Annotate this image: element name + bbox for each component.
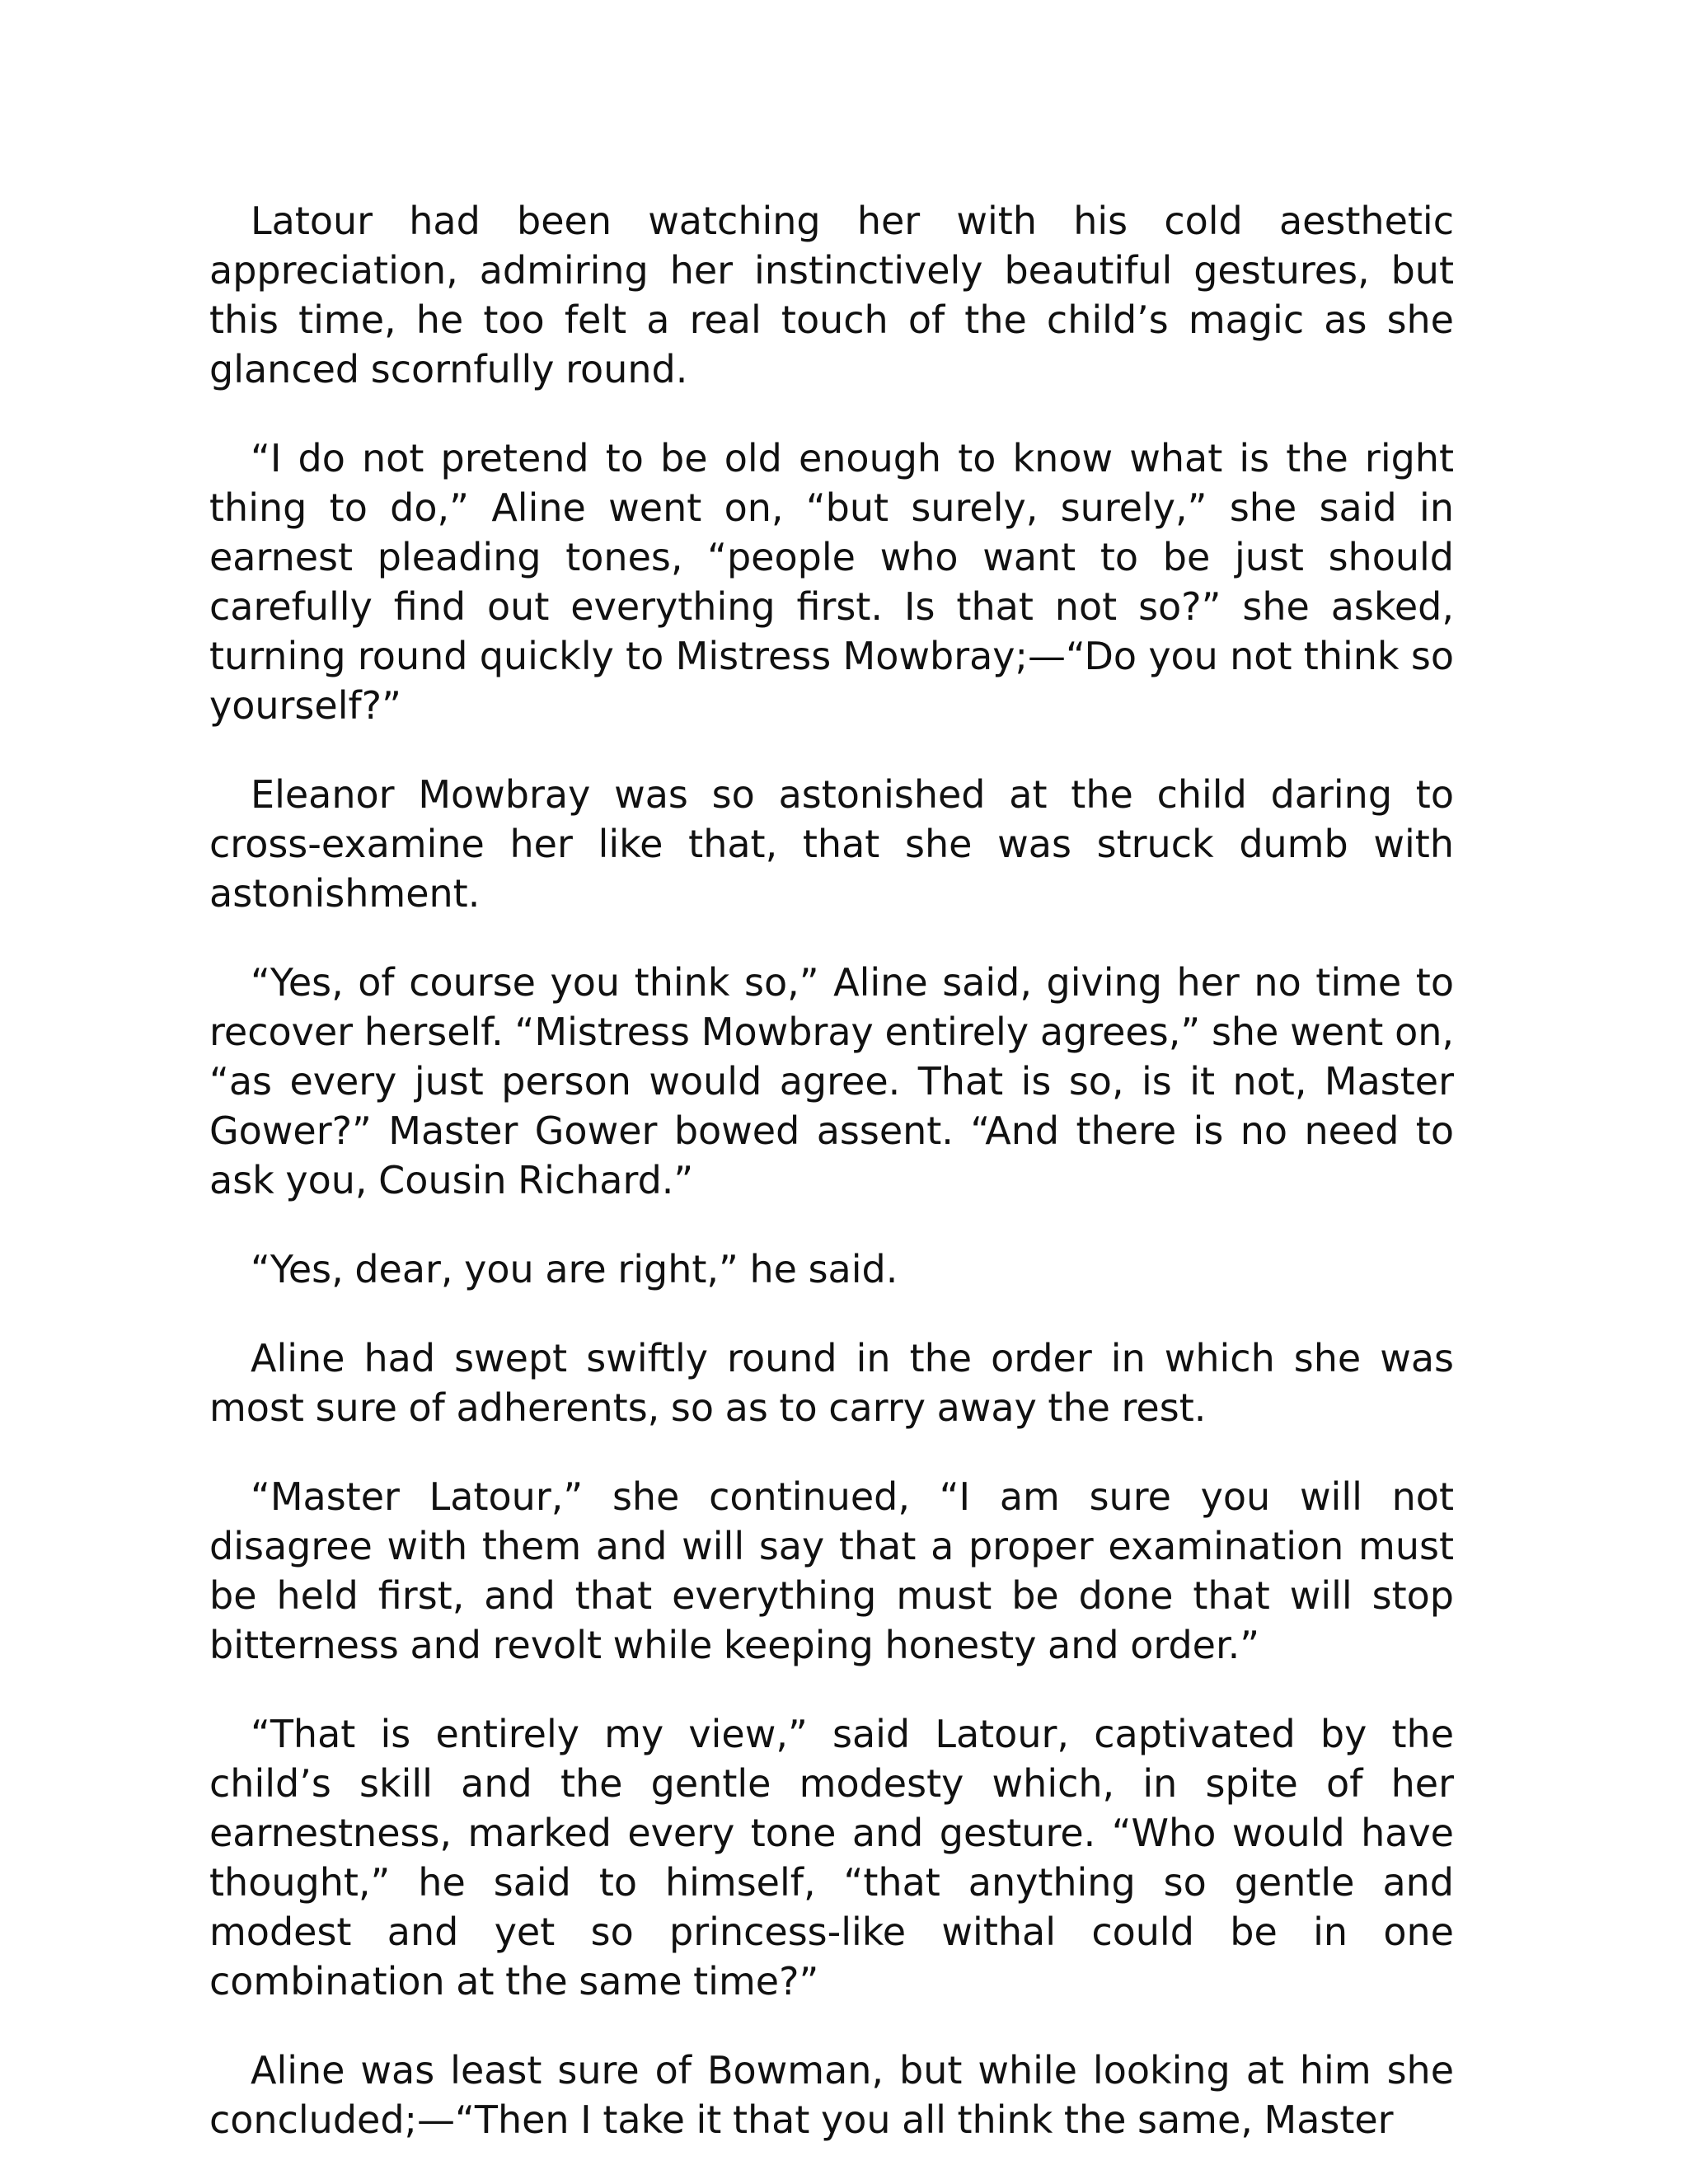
paragraph-1: Latour had been watching her with his cold aesthetic appreciation, admiring her instinctively beautiful gestures, but this time, he too felt a real touch of the child’s magic as she glanced scornfully round. (209, 199, 1454, 391)
paragraph-3: Eleanor Mowbray was so astonished at the child daring to cross-examine her like that, that she was struck dumb with astonishment. (209, 772, 1454, 916)
paragraph-8: “That is entirely my view,” said Latour, captivated by the child’s skill and the gentle modesty which, in spite of her earnestness, marked every tone and gesture. “Who would have thought,” he said to himself, “that anything so gentle and modest and yet so princess-like withal could be in one combination at the same time?” (209, 1712, 1454, 2004)
paragraph-9: Aline was least sure of Bowman, but while looking at him she concluded;—“Then I take it that you all think the same, Master (209, 2048, 1454, 2142)
paragraph-5: “Yes, dear, you are right,” he said. (251, 1247, 898, 1291)
paragraph-7: “Master Latour,” she continued, “I am sure you will not disagree with them and will say that a proper examination must be held first, and that everything must be done that will stop bitterness and revolt while keeping honesty and order.” (209, 1474, 1454, 1667)
paragraph-4: “Yes, of course you think so,” Aline said, giving her no time to recover herself. “Mistress Mowbray entirely agrees,” she went on, “as every just person would agree. That is so, is it not, Master Gower?” Master Gower bowed assent. “And there is no need to ask you, Cousin Richard.” (209, 960, 1454, 1202)
paragraph-6: Aline had swept swiftly round in the order in which she was most sure of adherents, so as to carry away the rest. (209, 1336, 1454, 1430)
book-page (209, 196, 1454, 2144)
paragraph-2: “I do not pretend to be old enough to know what is the right thing to do,” Aline went on, “but surely, surely,” she said in earnest pleading tones, “people who want to be just should carefully find out everything first. Is that not so?” she asked, turning round quickly to Mistress Mowbray;—“Do you not think so yourself?” (209, 436, 1454, 728)
